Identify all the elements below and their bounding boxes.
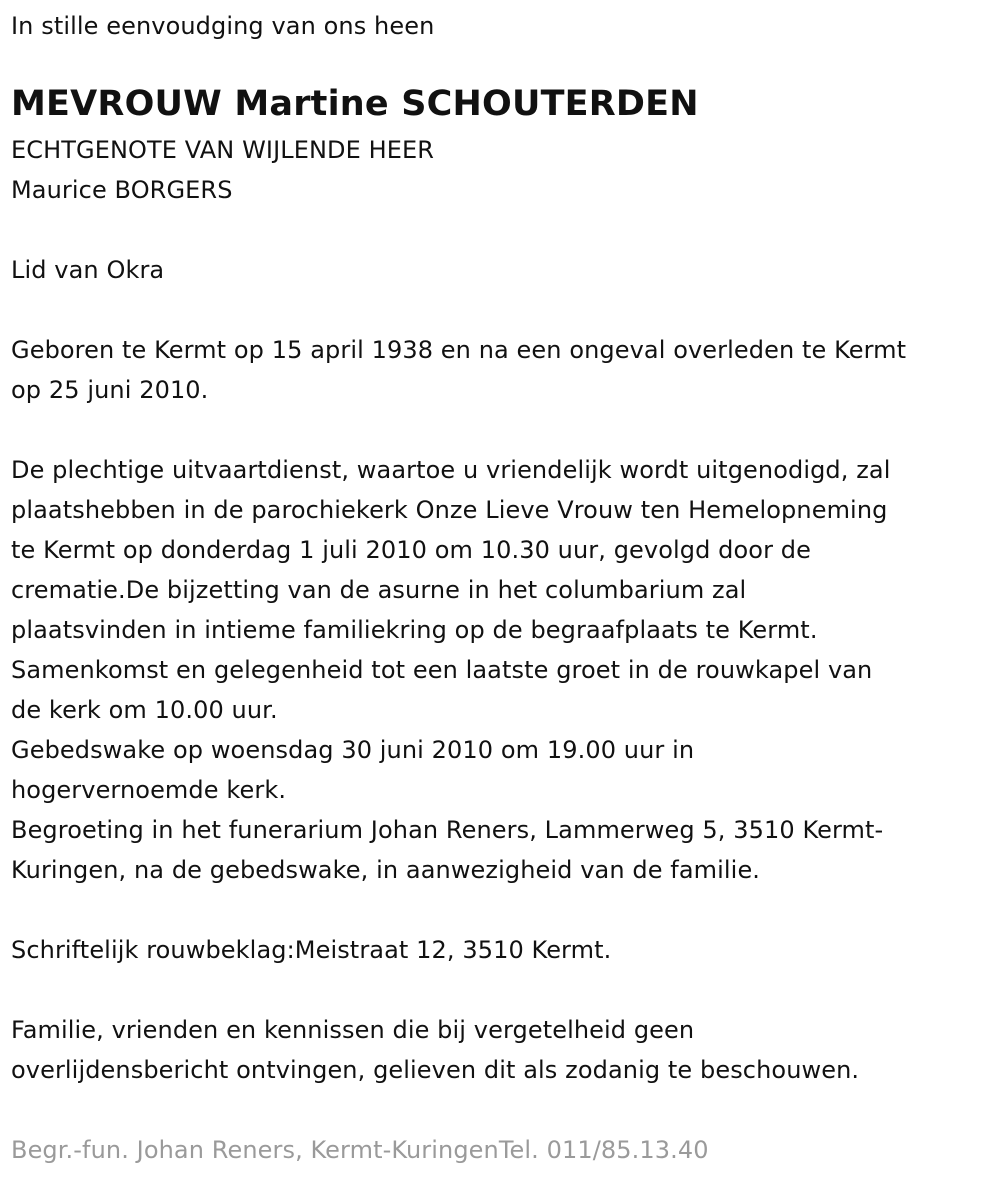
paragraph-line: Kuringen, na de gebedswake, in aanwezigheid van de familie. xyxy=(11,856,761,884)
paragraph-line: Gebedswake op woensdag 30 juni 2010 om 19.00 uur in xyxy=(11,736,695,764)
paragraph-line: te Kermt op donderdag 1 juli 2010 om 10.30 uur, gevolgd door de xyxy=(11,536,811,564)
deceased-name: MEVROUW Martine SCHOUTERDEN xyxy=(11,84,699,124)
funeral-home-footer: Begr.-fun. Johan Reners, Kermt-KuringenTel. 011/85.13.40 xyxy=(11,1136,709,1164)
paragraph-line: overlijdensbericht ontvingen, gelieven dit als zodanig te beschouwen. xyxy=(11,1056,860,1084)
paragraph-line: op 25 juni 2010. xyxy=(11,376,209,404)
spacer xyxy=(11,890,996,930)
closing-paragraph xyxy=(11,1010,996,1090)
spouse-line-1: ECHTGENOTE VAN WIJLENDE HEER xyxy=(11,136,435,164)
paragraph-line: de kerk om 10.00 uur. xyxy=(11,696,278,724)
spacer xyxy=(11,290,996,330)
birth-death-paragraph xyxy=(11,330,996,410)
condolence-address: Schriftelijk rouwbeklag:Meistraat 12, 3510 Kermt. xyxy=(11,936,612,964)
paragraph-line: crematie.De bijzetting van de asurne in het columbarium zal xyxy=(11,576,747,604)
paragraph-line: plaatshebben in de parochiekerk Onze Lieve Vrouw ten Hemelopneming xyxy=(11,496,888,524)
paragraph-line: Samenkomst en gelegenheid tot een laatste groet in de rouwkapel van xyxy=(11,656,873,684)
paragraph-line: Begroeting in het funerarium Johan Reners, Lammerweg 5, 3510 Kermt- xyxy=(11,816,884,844)
intro-text: In stille eenvoudging van ons heen xyxy=(11,12,435,40)
paragraph-line: hogervernoemde kerk. xyxy=(11,776,287,804)
paragraph-line: Familie, vrienden en kennissen die bij vergetelheid geen xyxy=(11,1016,695,1044)
spouse-line-2: Maurice BORGERS xyxy=(11,176,233,204)
spacer xyxy=(11,210,996,250)
paragraph-line: Geboren te Kermt op 15 april 1938 en na een ongeval overleden te Kermt xyxy=(11,336,907,364)
spacer xyxy=(11,410,996,450)
funeral-service-paragraph xyxy=(11,450,996,890)
paragraph-line: plaatsvinden in intieme familiekring op de begraafplaats te Kermt. xyxy=(11,616,818,644)
spacer xyxy=(11,1090,996,1130)
spacer xyxy=(11,970,996,1010)
obituary-notice xyxy=(11,8,996,1170)
paragraph-line: De plechtige uitvaartdienst, waartoe u vriendelijk wordt uitgenodigd, zal xyxy=(11,456,891,484)
membership-text: Lid van Okra xyxy=(11,256,165,284)
